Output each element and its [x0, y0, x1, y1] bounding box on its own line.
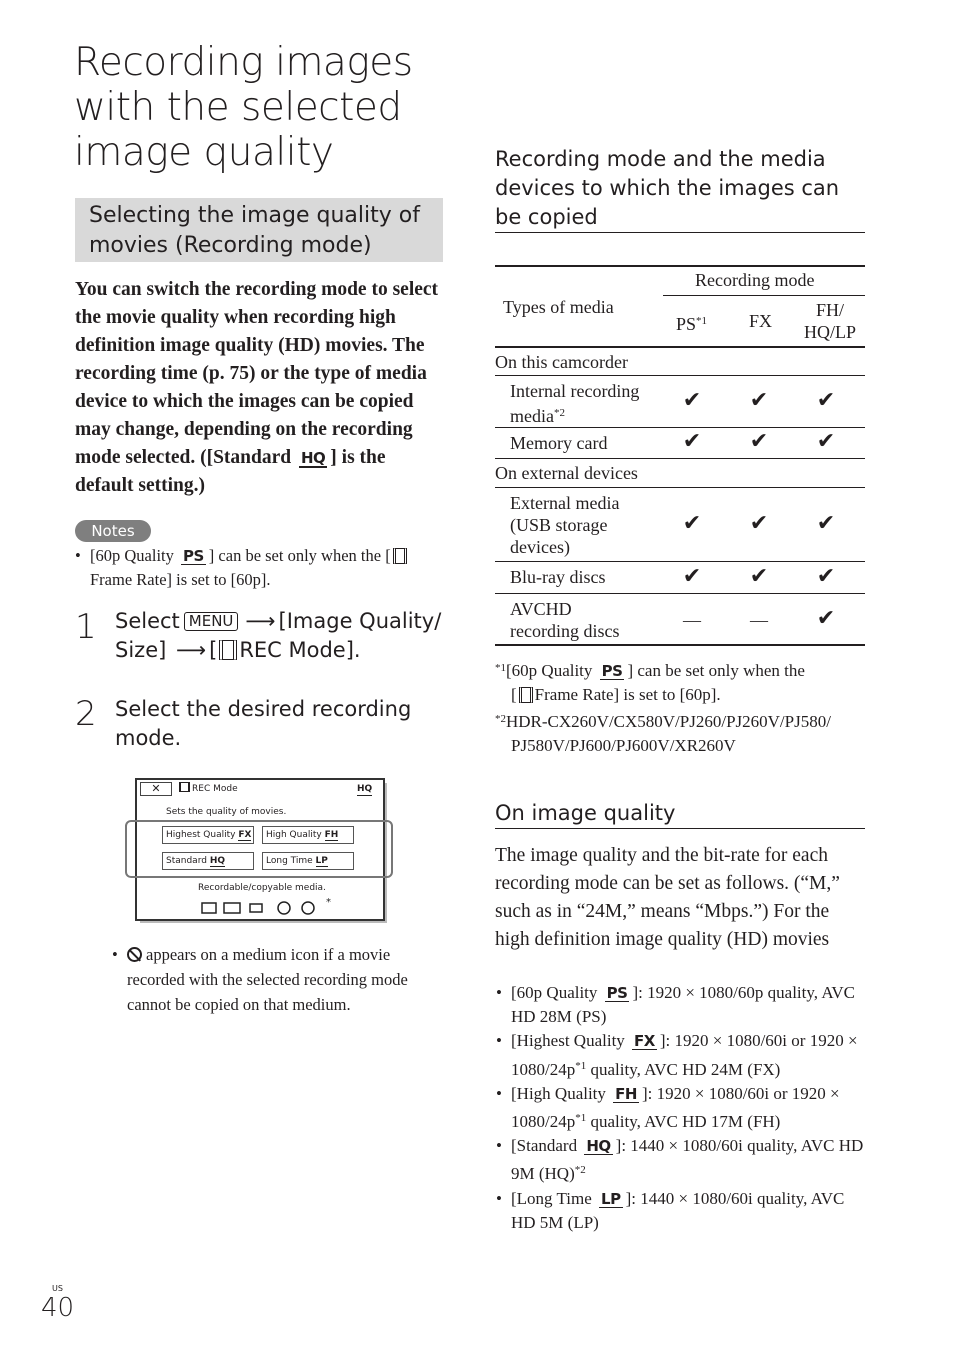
note2-text: appears on a medium icon if a movie recorded with the selected recording mode cannot be copied on that medium. [127, 945, 408, 1014]
bullet-icon: • [112, 945, 118, 964]
step1-text-d: REC Mode]. [239, 638, 361, 662]
ps-key-icon: PS [606, 984, 628, 1002]
hq-key-icon: HQ [357, 784, 373, 794]
item-text: [Long Time [511, 1188, 592, 1208]
button-label: Standard [166, 856, 207, 866]
note1-text-c: Frame Rate] is set to [60p]. [90, 570, 271, 589]
step1-text-c: [ [209, 638, 218, 662]
table-rule [663, 295, 865, 296]
footnote-mark: *1 [575, 1059, 587, 1072]
step-1-instruction [115, 607, 455, 665]
table-rule [495, 346, 865, 348]
footnote-mark: *1 [575, 1112, 587, 1125]
col-header-fx: FX [749, 311, 773, 331]
intro-paragraph [75, 276, 443, 500]
item-text: quality, AVC HD 24M (FX) [586, 1059, 781, 1079]
step1-text-a: Select [115, 609, 180, 633]
image-quality-heading: On image quality [495, 801, 676, 825]
table-rule [495, 593, 865, 594]
check-icon: ✔ [749, 388, 769, 413]
bluray-disc-icon [278, 902, 290, 914]
row-label-avchd [510, 598, 619, 642]
footnote-mark: *2 [495, 713, 506, 725]
film-icon [393, 548, 407, 564]
film-icon [179, 782, 190, 792]
check-icon: ✔ [816, 606, 836, 631]
col-header-recording-mode: Recording mode [695, 270, 815, 290]
table-rule [495, 561, 865, 562]
check-icon: ✔ [816, 388, 836, 413]
fx-key-icon: FX [634, 1032, 655, 1051]
list-item [496, 1082, 866, 1134]
film-icon [219, 640, 237, 660]
ps-key-icon: PS [183, 547, 204, 565]
step-number: 1 [75, 607, 97, 647]
table-rule [495, 487, 865, 488]
item-text: ]: 1920 × 1080/60i or 1920 × 1080/24p [511, 1031, 858, 1079]
table-rule [495, 265, 865, 267]
note1-text-a: [60p Quality [90, 546, 174, 565]
region-label: US [52, 1284, 63, 1293]
lp-key-icon: LP [315, 856, 328, 866]
divider [495, 232, 865, 233]
fh-key-icon: FH [324, 830, 339, 840]
button-label: High Quality [266, 830, 322, 840]
list-item [496, 1029, 866, 1081]
check-icon: ✔ [682, 388, 702, 413]
long-time-button[interactable] [262, 852, 354, 870]
col-header-fh-hq-lp: FH/ HQ/LP [803, 300, 856, 342]
close-icon[interactable]: ✕ [140, 782, 172, 796]
row-label-external-media [510, 492, 619, 558]
ps-key-icon: PS [601, 662, 623, 680]
check-icon: ✔ [816, 429, 836, 454]
note-item [75, 544, 440, 592]
row-label-line: External media [510, 493, 620, 513]
bullet-icon: • [496, 1136, 502, 1156]
intro-text-a: You can switch the recording mode to select the movie quality when recording high definition image quality (HD) movies. The recording time (p. 75) or the type of media device to which the images can be copied may change, depending on the recording mode selected. ([Standard [75, 279, 439, 468]
avchd-disc-icon [302, 902, 314, 914]
step1-text-b: [Image Quality/ Size] [115, 609, 442, 662]
item-text: ]: 1440 × 1080/60i quality, AVC HD 5M (LP) [511, 1188, 845, 1232]
film-icon [519, 687, 533, 703]
footnote-text: [ [511, 685, 517, 704]
asterisk-icon: * [326, 897, 331, 908]
footnote-text: HDR-CX260V/CX580V/PJ260/PJ260V/PJ580/ [506, 712, 831, 731]
hq-key-icon: HQ [300, 449, 326, 467]
row-label-internal [510, 380, 639, 427]
item-text: [High Quality [511, 1083, 606, 1103]
notes-badge: Notes [75, 520, 151, 542]
internal-memory-icon [202, 903, 216, 913]
row-label-line: AVCHD [510, 599, 572, 619]
item-text: [Highest Quality [511, 1031, 625, 1051]
bullet-icon: • [496, 1031, 502, 1051]
col-header-ps [676, 310, 707, 335]
external-hdd-icon [250, 904, 262, 912]
high-quality-button[interactable] [262, 826, 354, 844]
footnote-text: [60p Quality [506, 661, 593, 680]
group-label-external: On external devices [495, 463, 638, 483]
footnote-mark: *2 [574, 1164, 586, 1177]
screen-title [177, 782, 238, 796]
footnote-mark: *1 [495, 662, 506, 674]
bullet-icon: • [496, 1188, 502, 1208]
note1-text-b: ] can be set only when the [ [208, 546, 391, 565]
dash-mark: — [750, 610, 768, 630]
row-label-line: recording discs [510, 621, 620, 641]
footnote-2-cont: PJ580V/PJ600/PJ600V/XR260V [511, 736, 736, 755]
button-label: Long Time [266, 856, 313, 866]
dash-mark: — [683, 610, 701, 630]
table-rule [495, 458, 865, 459]
footnote-mark: *1 [696, 315, 708, 327]
hq-key-icon: HQ [586, 1137, 611, 1156]
image-quality-body: The image quality and the bit-rate for each recording mode can be set as follows. (“M,” such as in “24M,” means “Mbps.”) For the high definition image quality (HD) movies [495, 845, 840, 950]
bullet-icon: • [496, 983, 502, 1002]
bullet-icon: • [496, 1083, 502, 1103]
list-item [496, 1134, 866, 1186]
row-label-line: Internal recording [510, 381, 640, 401]
arrow-right-icon: ⟶ [176, 638, 207, 662]
check-icon: ✔ [682, 429, 702, 454]
lp-key-icon: LP [601, 1189, 621, 1208]
row-label-bluray: Blu-ray discs [510, 567, 606, 587]
check-icon: ✔ [682, 511, 702, 536]
quality-list [496, 981, 866, 1235]
item-text: [Standard [511, 1136, 578, 1156]
footnote-1 [495, 656, 865, 683]
footnote-text: ] can be set only when the [627, 661, 805, 680]
page-title: Recording images with the selected image quality [74, 40, 413, 175]
list-item [496, 1187, 866, 1235]
screen-description: Sets the quality of movies. [166, 807, 287, 817]
item-text: ]: 1440 × 1080/60i quality, AVC HD 9M (HQ) [511, 1136, 864, 1184]
check-icon: ✔ [749, 429, 769, 454]
table-rule [495, 427, 865, 428]
media-icons [200, 896, 340, 916]
page-number: 40 [41, 1293, 75, 1323]
note-item [112, 942, 447, 1017]
footnote-2 [495, 707, 865, 734]
table-section-title: Recording mode and the media devices to which the images can be copied [495, 147, 840, 229]
highest-quality-button[interactable] [162, 826, 254, 844]
check-icon: ✔ [682, 564, 702, 589]
check-icon: ✔ [749, 511, 769, 536]
item-text: ]: 1920 × 1080/60p quality, AVC HD 28M (PS) [511, 983, 856, 1027]
item-text: [60p Quality [511, 983, 598, 1002]
fx-key-icon: FX [238, 830, 252, 840]
check-icon: ✔ [816, 564, 836, 589]
step-2-instruction: Select the desired recording mode. [115, 697, 412, 750]
divider [495, 828, 865, 829]
row-label-line: (USB storage [510, 515, 608, 535]
group-label-camcorder: On this camcorder [495, 352, 628, 372]
footnote-1-cont [495, 683, 865, 707]
item-text: quality, AVC HD 17M (FH) [586, 1112, 781, 1132]
row-label-line: devices) [510, 537, 570, 557]
item-text: ]: 1920 × 1080/60i or 1920 × 1080/24p [511, 1083, 840, 1132]
table-rule [495, 375, 865, 376]
footnote-text: Frame Rate] is set to [60p]. [534, 685, 721, 704]
arrow-right-icon: ⟶ [245, 609, 276, 633]
recordable-media-label: Recordable/copyable media. [198, 883, 326, 893]
screen-title-text: REC Mode [192, 784, 238, 794]
check-icon: ✔ [749, 564, 769, 589]
intro-text-b: ] is the default setting.) [75, 447, 386, 496]
hq-key-icon: HQ [209, 856, 226, 866]
row-label-memory-card: Memory card [510, 433, 608, 453]
section-title: Selecting the image quality of movies (Recording mode) [89, 203, 420, 258]
col-header-media: Types of media [503, 297, 614, 317]
footnote-mark: *2 [553, 407, 565, 419]
check-icon: ✔ [816, 511, 836, 536]
table-footnotes [495, 656, 865, 758]
step-number: 2 [75, 694, 97, 734]
list-item [496, 981, 866, 1029]
prohibited-icon [127, 947, 142, 962]
compatibility-table [495, 265, 865, 645]
button-label: Highest Quality [166, 830, 236, 840]
row-label-line: media [510, 406, 554, 426]
memory-card-icon [224, 903, 240, 913]
fh-key-icon: FH [615, 1084, 637, 1103]
standard-button[interactable] [162, 852, 254, 870]
col-ps-label: PS [676, 314, 697, 334]
menu-key-icon: MENU [184, 612, 239, 631]
table-rule [495, 644, 865, 646]
bullet-icon: • [75, 546, 81, 565]
